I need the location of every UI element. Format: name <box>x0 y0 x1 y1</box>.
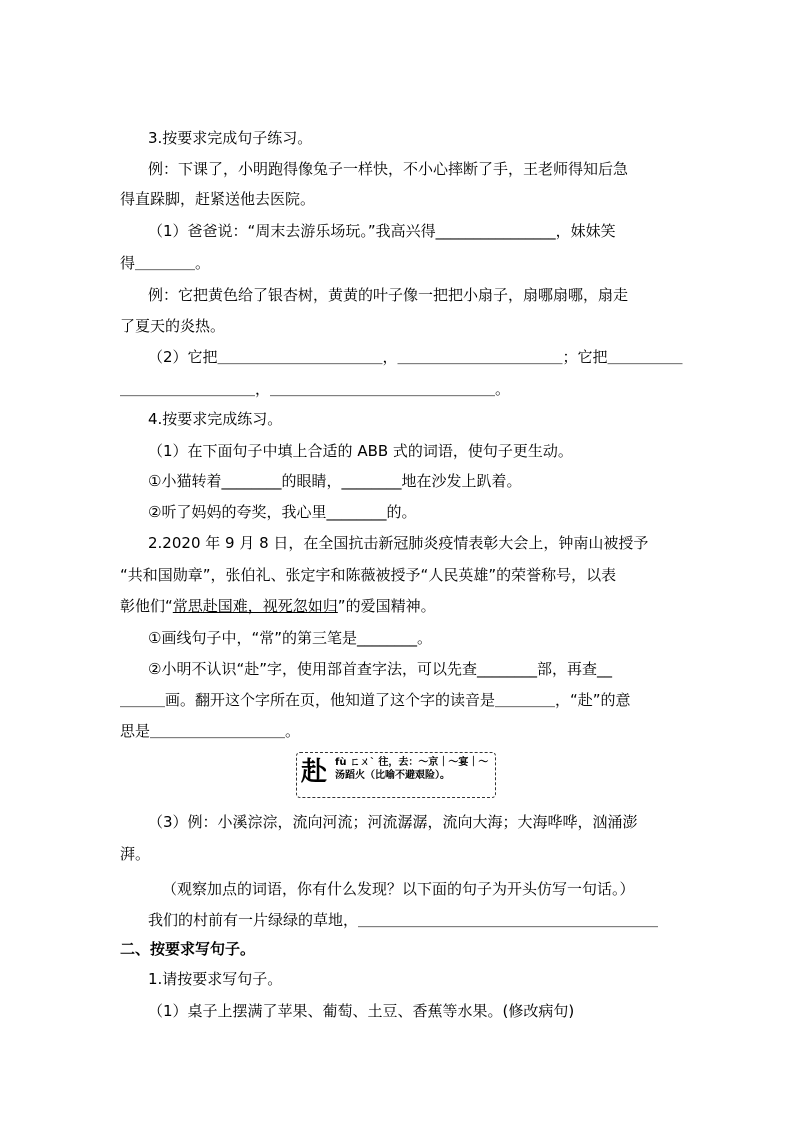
q3-example1-line1: 例：下课了，小明跑得像兔子一样快，不小心摔断了手，王老师得知后急 <box>148 160 629 178</box>
q2-line1: 2.2020 年 9 月 8 日，在全国抗击新冠肺炎疫情表彰大会上，钟南山被授予 <box>148 534 649 552</box>
section2-title: 二、按要求写句子。 <box>120 940 256 958</box>
dictionary-definition: fù ㄈㄨˋ 往，去：～京｜～宴｜～汤蹈火（比喻不避艰险）。 <box>335 757 489 781</box>
q2-sub2-line2: ＿＿＿画。翻开这个字所在页，他知道了这个字的读音是＿＿＿＿，“赴”的意 <box>120 691 631 709</box>
q3-example2-line1: 例：它把黄色给了银杏树，黄黄的叶子像一把把小扇子，扇哪扇哪，扇走 <box>148 286 629 304</box>
q4-sub1: ①小猫转着________的眼睛，________地在沙发上趴着。 <box>148 472 522 490</box>
q2-sub2-line1: ②小明不认识“赴”字，使用部首查字法，可以先查________部，再查__ <box>148 660 612 678</box>
q4-item1: （1）在下面句子中填上合适的 ABB 式的词语，使句子更生动。 <box>148 442 573 460</box>
dictionary-character: 赴 <box>301 757 328 787</box>
dictionary-entry-box <box>296 752 496 798</box>
section2-q1: 1.请按要求写句子。 <box>148 970 283 988</box>
q3-item2-line1: （2）它把＿＿＿＿＿＿＿＿＿＿＿，＿＿＿＿＿＿＿＿＿＿＿；它把＿＿＿＿＿ <box>148 348 683 366</box>
q3b-item-line2: 湃。 <box>120 845 151 863</box>
section2-q1-item1: （1）桌子上摆满了苹果、葡萄、土豆、香蕉等水果。(修改病句) <box>148 1002 575 1020</box>
q4-sub2: ②听了妈妈的夸奖，我心里________的。 <box>148 503 417 521</box>
q3-item1-line2: 得＿＿＿＿。 <box>120 254 211 272</box>
q2-line3 <box>120 597 680 615</box>
q3-item2-line2: ＿＿＿＿＿＿＿＿＿，＿＿＿＿＿＿＿＿＿＿＿＿＿＿＿。 <box>120 380 511 398</box>
q3-title: 3.按要求完成句子练习。 <box>148 129 313 147</box>
q2-line3-prefix: 彰他们“ <box>120 597 173 615</box>
q2-line3-suffix: ”的爱国精神。 <box>337 597 436 615</box>
q3-item1-line1: （1）爸爸说：“周末去游乐场玩。”我高兴得________________，妹妹笑 <box>148 222 616 240</box>
underlined-sentence: 常思赴国难，视死忽如归 <box>172 597 338 615</box>
q3-example1-line2: 得直跺脚，赶紧送他去医院。 <box>120 190 316 208</box>
q2-line2: “共和国勋章”，张伯礼、张定宇和陈薇被授予“人民英雄”的荣誉称号，以表 <box>120 566 617 584</box>
q3b-note: （观察加点的词语，你有什么发现？以下面的句子为开头仿写一句话。） <box>162 880 635 898</box>
q3-example2-line2: 了夏天的炎热。 <box>120 317 226 335</box>
q3b-prompt: 我们的村前有一片绿绿的草地，＿＿＿＿＿＿＿＿＿＿＿＿＿＿＿＿＿＿＿＿ <box>148 911 659 929</box>
q2-sub2-line3: 思是＿＿＿＿＿＿＿＿＿。 <box>120 722 301 740</box>
q4-title: 4.按要求完成练习。 <box>148 410 283 428</box>
q2-sub1: ①画线句子中，“常”的第三笔是________。 <box>148 629 432 647</box>
q3b-item-line1: （3）例：小溪淙淙，流向河流；河流潺潺，流向大海；大海哗哗，汹涌澎 <box>148 813 638 831</box>
